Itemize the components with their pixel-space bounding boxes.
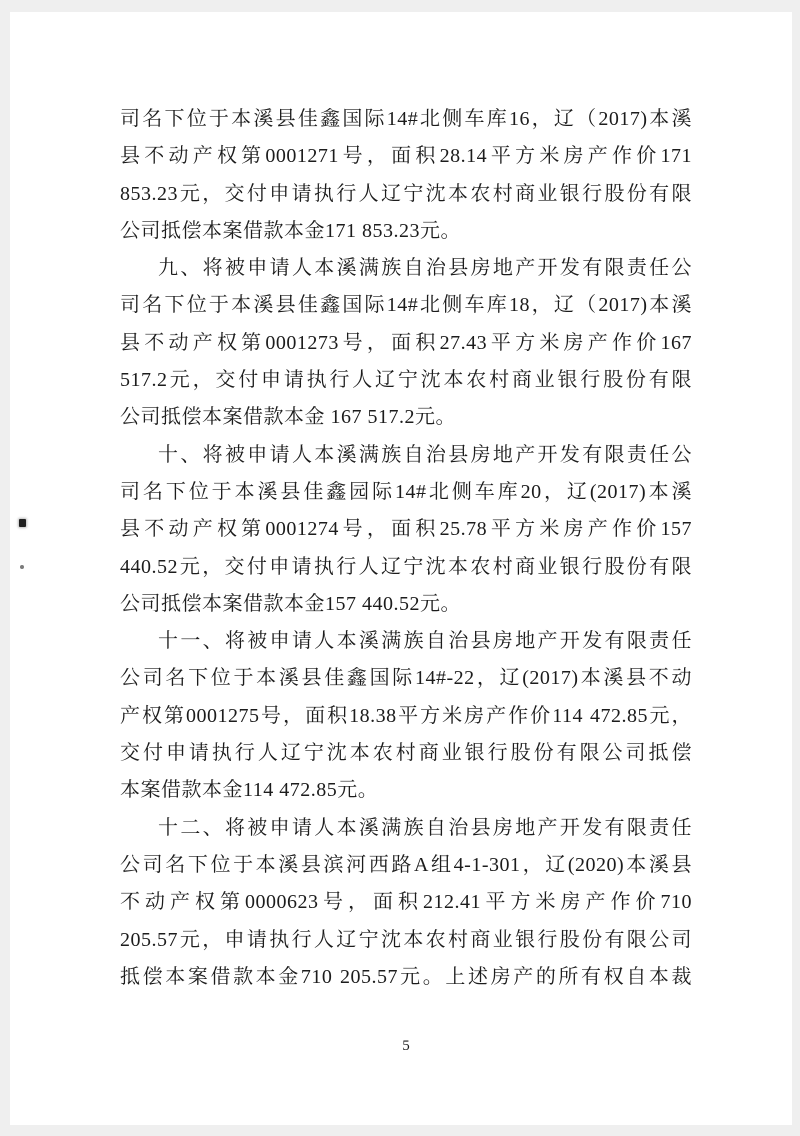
text-line: 公司抵偿本案借款本金 167 517.2元。	[120, 406, 456, 429]
document-body	[120, 101, 692, 996]
text-line: 县不动产权第0001274号，面积25.78平方米房产作价157	[120, 518, 692, 541]
text-line: 交付申请执行人辽宁沈本农村商业银行股份有限公司抵偿	[120, 742, 692, 765]
text-line: 司名下位于本溪县佳鑫园际14#北侧车库20，辽(2017)本溪	[120, 480, 692, 503]
text-line: 不动产权第0000623号，面积212.41平方米房产作价710	[120, 891, 692, 914]
text-line: 本案借款本金114 472.85元。	[120, 779, 379, 802]
text-line: 县不动产权第0001271号，面积28.14平方米房产作价171	[120, 145, 692, 168]
text-line: 853.23元，交付申请执行人辽宁沈本农村商业银行股份有限	[120, 182, 692, 205]
page-number: 5	[402, 1038, 410, 1054]
text-line: 十、将被申请人本溪满族自治县房地产开发有限责任公	[158, 443, 692, 466]
text-line: 县不动产权第0001273号，面积27.43平方米房产作价167	[120, 331, 692, 354]
text-line: 抵偿本案借款本金710 205.57元。上述房产的所有权自本裁	[120, 965, 692, 988]
text-line: 司名下位于本溪县佳鑫国际14#北侧车库16，辽（2017)本溪	[120, 108, 692, 130]
text-line: 九、将被申请人本溪满族自治县房地产开发有限责任公	[158, 257, 692, 280]
text-line: 公司名下位于本溪县佳鑫国际14#-22，辽(2017)本溪县不动	[120, 667, 692, 690]
text-line: 司名下位于本溪县佳鑫国际14#北侧车库18，辽（2017)本溪	[120, 294, 692, 317]
text-line: 公司抵偿本案借款本金171 853.23元。	[120, 219, 461, 242]
text-line: 公司抵偿本案借款本金157 440.52元。	[120, 592, 461, 615]
text-line: 产权第0001275号，面积18.38平方米房产作价114 472.85元，	[120, 704, 692, 727]
text-line: 十一、将被申请人本溪满族自治县房地产开发有限责任	[158, 630, 692, 653]
text-line: 公司名下位于本溪县滨河西路A组4-1-301，辽(2020)本溪县	[120, 853, 692, 876]
document-page	[10, 12, 792, 1125]
ink-dot-artifact	[19, 519, 26, 527]
text-line: 205.57元，申请执行人辽宁沈本农村商业银行股份有限公司	[120, 928, 692, 951]
text-line: 十二、将被申请人本溪满族自治县房地产开发有限责任	[158, 816, 692, 839]
ink-dot-artifact	[20, 565, 24, 569]
text-line: 517.2元，交付申请执行人辽宁沈本农村商业银行股份有限	[120, 369, 692, 392]
text-line: 440.52元，交付申请执行人辽宁沈本农村商业银行股份有限	[120, 555, 692, 578]
